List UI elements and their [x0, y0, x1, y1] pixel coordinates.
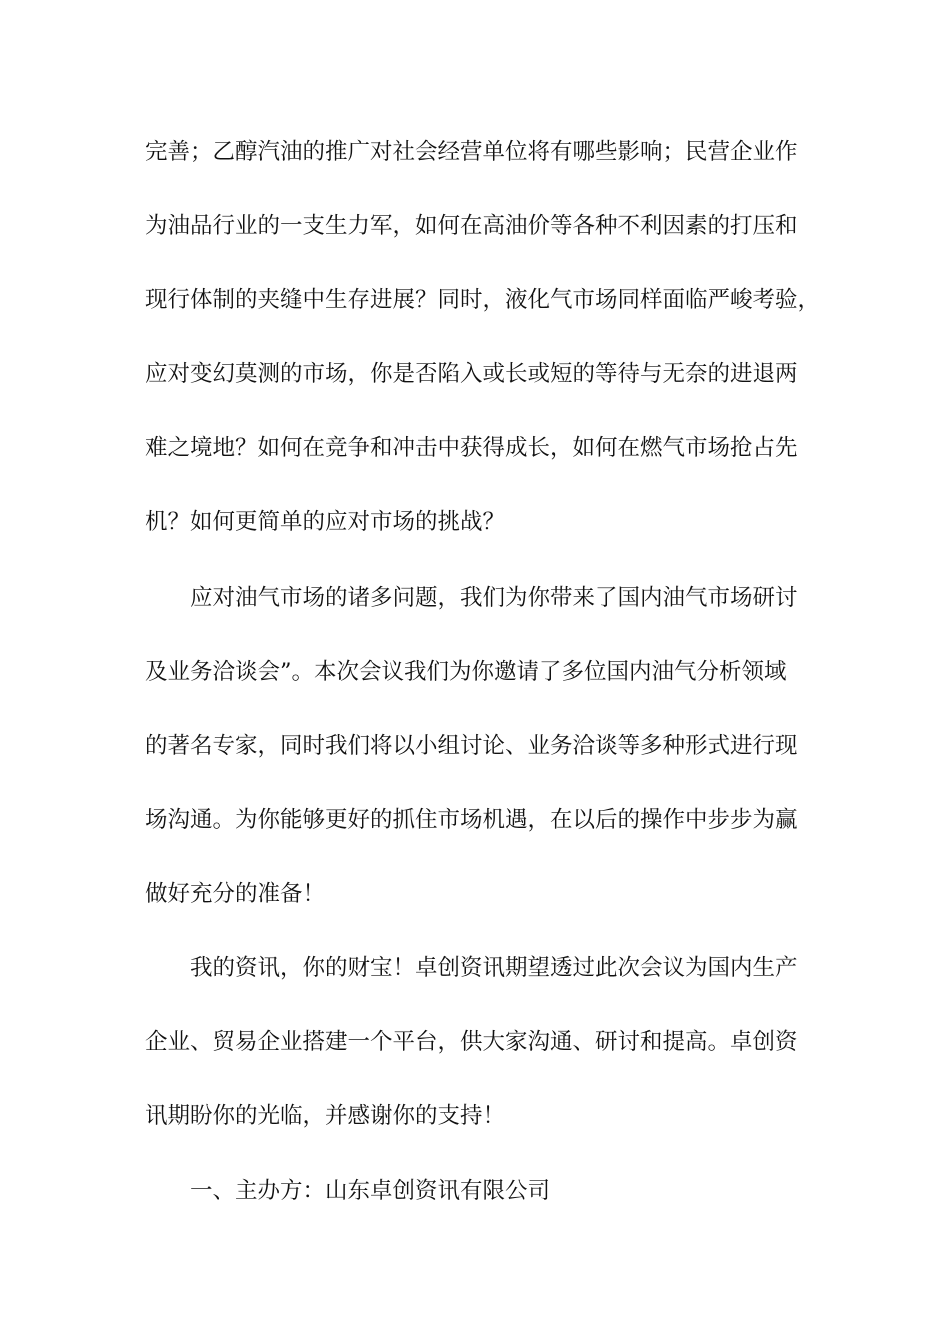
paragraph-2-line-5: 做好充分的准备！	[145, 881, 326, 907]
paragraph-3-line-1: 我的资讯，你的财宝！卓创资讯期望透过此次会议为国内生产	[190, 955, 798, 981]
paragraph-3-line-3: 讯期盼你的光临，并感谢你的支持！	[145, 1103, 506, 1129]
paragraph-3-line-2: 企业、贸易企业搭建一个平台，供大家沟通、研讨和提高。卓创资	[145, 1029, 798, 1055]
paragraph-1-line-2: 为油品行业的一支生力军，如何在高油价等各种不利因素的打压和	[145, 213, 798, 239]
section-heading-organizer: 一、主办方：山东卓创资讯有限公司	[190, 1178, 551, 1204]
paragraph-1-line-1: 完善；乙醇汽油的推广对社会经营单位将有哪些影响；民营企业作	[145, 139, 798, 165]
paragraph-1-line-4: 应对变幻莫测的市场，你是否陷入或长或短的等待与无奈的进退两	[145, 361, 798, 387]
paragraph-2-line-2: 及业务洽谈会”。本次会议我们为你邀请了多位国内油气分析领域	[145, 659, 787, 685]
paragraph-1-line-3: 现行体制的夹缝中生存进展？同时，液化气市场同样面临严峻考验，	[145, 287, 821, 313]
paragraph-2-line-1: 应对油气市场的诸多问题，我们为你带来了国内油气市场研讨	[190, 585, 798, 611]
paragraph-2-line-4: 场沟通。为你能够更好的抓住市场机遇，在以后的操作中步步为赢	[145, 807, 798, 833]
paragraph-2-line-3: 的著名专家，同时我们将以小组讨论、业务洽谈等多种形式进行现	[145, 733, 798, 759]
paragraph-1-line-6: 机？如何更简单的应对市场的挑战？	[145, 509, 506, 535]
paragraph-1-line-5: 难之境地？如何在竞争和冲击中获得成长，如何在燃气市场抢占先	[145, 435, 798, 461]
